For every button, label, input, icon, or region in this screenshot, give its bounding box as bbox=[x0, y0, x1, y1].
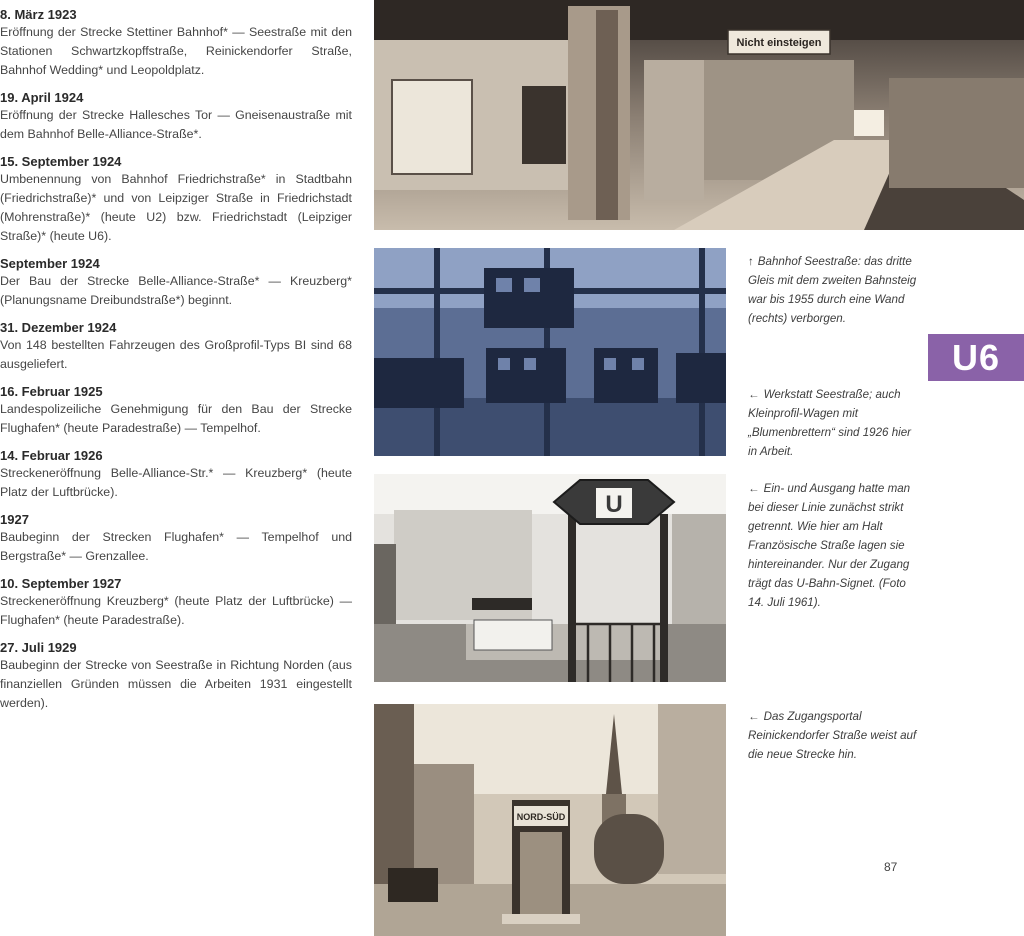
entry-date: 31. Dezember 1924 bbox=[0, 320, 117, 335]
entrance-photo bbox=[374, 474, 726, 682]
entry-text: Der Bau der Strecke Belle-Alliance-Straße* — Kreuzberg* (Planungsname Dreibundstraße*) beginnt. bbox=[0, 274, 352, 307]
caption-text: Ein- und Ausgang hatte man bei dieser Linie zunächst strikt getrennt. Wie hier am Halt Französische Straße lagen sie hintereinander. Nur der Zugang trägt das U-Bahn-Signet. (Foto 14. Juli 1961). bbox=[748, 482, 911, 609]
entry-text: Streckeneröffnung Kreuzberg* (heute Platz der Luftbrücke) — Flughafen* (heute Paradestraße). bbox=[0, 594, 352, 627]
entry-text: Baubeginn der Strecken Flughafen* — Tempelhof und Bergstraße* — Grenzallee. bbox=[0, 530, 352, 563]
line-badge: U6 bbox=[928, 334, 1024, 381]
caption bbox=[748, 252, 918, 328]
timeline-entry bbox=[0, 6, 352, 80]
timeline-entry bbox=[0, 153, 352, 246]
platform-sign-text: Nicht einsteigen bbox=[736, 37, 822, 49]
timeline-entry bbox=[0, 255, 352, 310]
entry-date: 14. Februar 1926 bbox=[0, 448, 103, 463]
page-number: 87 bbox=[884, 860, 898, 874]
u-signet-text: U bbox=[605, 491, 623, 518]
caption bbox=[748, 385, 918, 461]
timeline-entry bbox=[0, 447, 352, 502]
nicht-einsteigen-sign bbox=[728, 30, 830, 54]
up-arrow-icon: ↑ bbox=[748, 255, 754, 268]
entry-text: Baubeginn der Strecke von Seestraße in Richtung Norden (aus finanziellen Gründen müssen die Arbeiten 1931 eingestellt werden). bbox=[0, 658, 352, 710]
entry-date: September 1924 bbox=[0, 256, 100, 271]
entry-text: Eröffnung der Strecke Hallesches Tor — Gneisenaustraße mit dem Bahnhof Belle-Alliance-Straße*. bbox=[0, 108, 352, 141]
entry-text: Streckeneröffnung Belle-Alliance-Str.* — Kreuzberg* (heute Platz der Luftbrücke). bbox=[0, 466, 352, 499]
entry-date: 27. Juli 1929 bbox=[0, 640, 77, 655]
timeline-entry bbox=[0, 511, 352, 566]
entry-text: Eröffnung der Strecke Stettiner Bahnhof* — Seestraße mit den Stationen Schwartzkopffstraße, Reinickendorfer Straße, Bahnhof Wedding* und Leopoldplatz. bbox=[0, 25, 352, 77]
entry-date: 1927 bbox=[0, 512, 29, 527]
u-bahn-signet bbox=[554, 480, 674, 524]
timeline-entry bbox=[0, 383, 352, 438]
workshop-photo bbox=[374, 248, 726, 456]
left-arrow-icon: ← bbox=[748, 482, 760, 495]
caption-text: Das Zugangsportal Reinickendorfer Straße weist auf die neue Strecke hin. bbox=[748, 710, 917, 761]
timeline-entry bbox=[0, 575, 352, 630]
left-arrow-icon: ← bbox=[748, 710, 760, 723]
portal-sign-text: NORD-SÜD bbox=[516, 812, 566, 822]
caption-text: Werkstatt Seestraße; auch Kleinprofil-Wagen mit „Blumenbrettern“ sind 1926 hier in Arbeit. bbox=[748, 388, 912, 458]
left-arrow-icon: ← bbox=[748, 388, 760, 401]
entry-date: 8. März 1923 bbox=[0, 7, 77, 22]
caption bbox=[748, 707, 918, 764]
portal-photo bbox=[374, 704, 726, 936]
platform-photo bbox=[374, 0, 1024, 230]
timeline-entry bbox=[0, 639, 352, 713]
entry-text: Umbenennung von Bahnhof Friedrichstraße* in Stadtbahn (Friedrichstraße)* und von Leipziger Straße in Friedrichstadt (Mohrenstraße)* (heute U2) bzw. Friedrichstadt (Leipziger Straße)* (heute U6). bbox=[0, 172, 352, 243]
entry-date: 15. September 1924 bbox=[0, 154, 122, 169]
timeline bbox=[0, 6, 352, 722]
entry-date: 10. September 1927 bbox=[0, 576, 122, 591]
entry-date: 19. April 1924 bbox=[0, 90, 84, 105]
caption bbox=[748, 479, 918, 612]
entry-date: 16. Februar 1925 bbox=[0, 384, 103, 399]
timeline-entry bbox=[0, 319, 352, 374]
caption-text: Bahnhof Seestraße: das dritte Gleis mit dem zweiten Bahnsteig war bis 1955 durch eine Wand (rechts) verborgen. bbox=[748, 255, 917, 325]
timeline-entry bbox=[0, 89, 352, 144]
entry-text: Von 148 bestellten Fahrzeugen des Großprofil-Typs BI sind 68 ausgeliefert. bbox=[0, 338, 352, 371]
entry-text: Landespolizeiliche Genehmigung für den Bau der Strecke Flughafen* (heute Paradestraße) — Tempelhof. bbox=[0, 402, 352, 435]
